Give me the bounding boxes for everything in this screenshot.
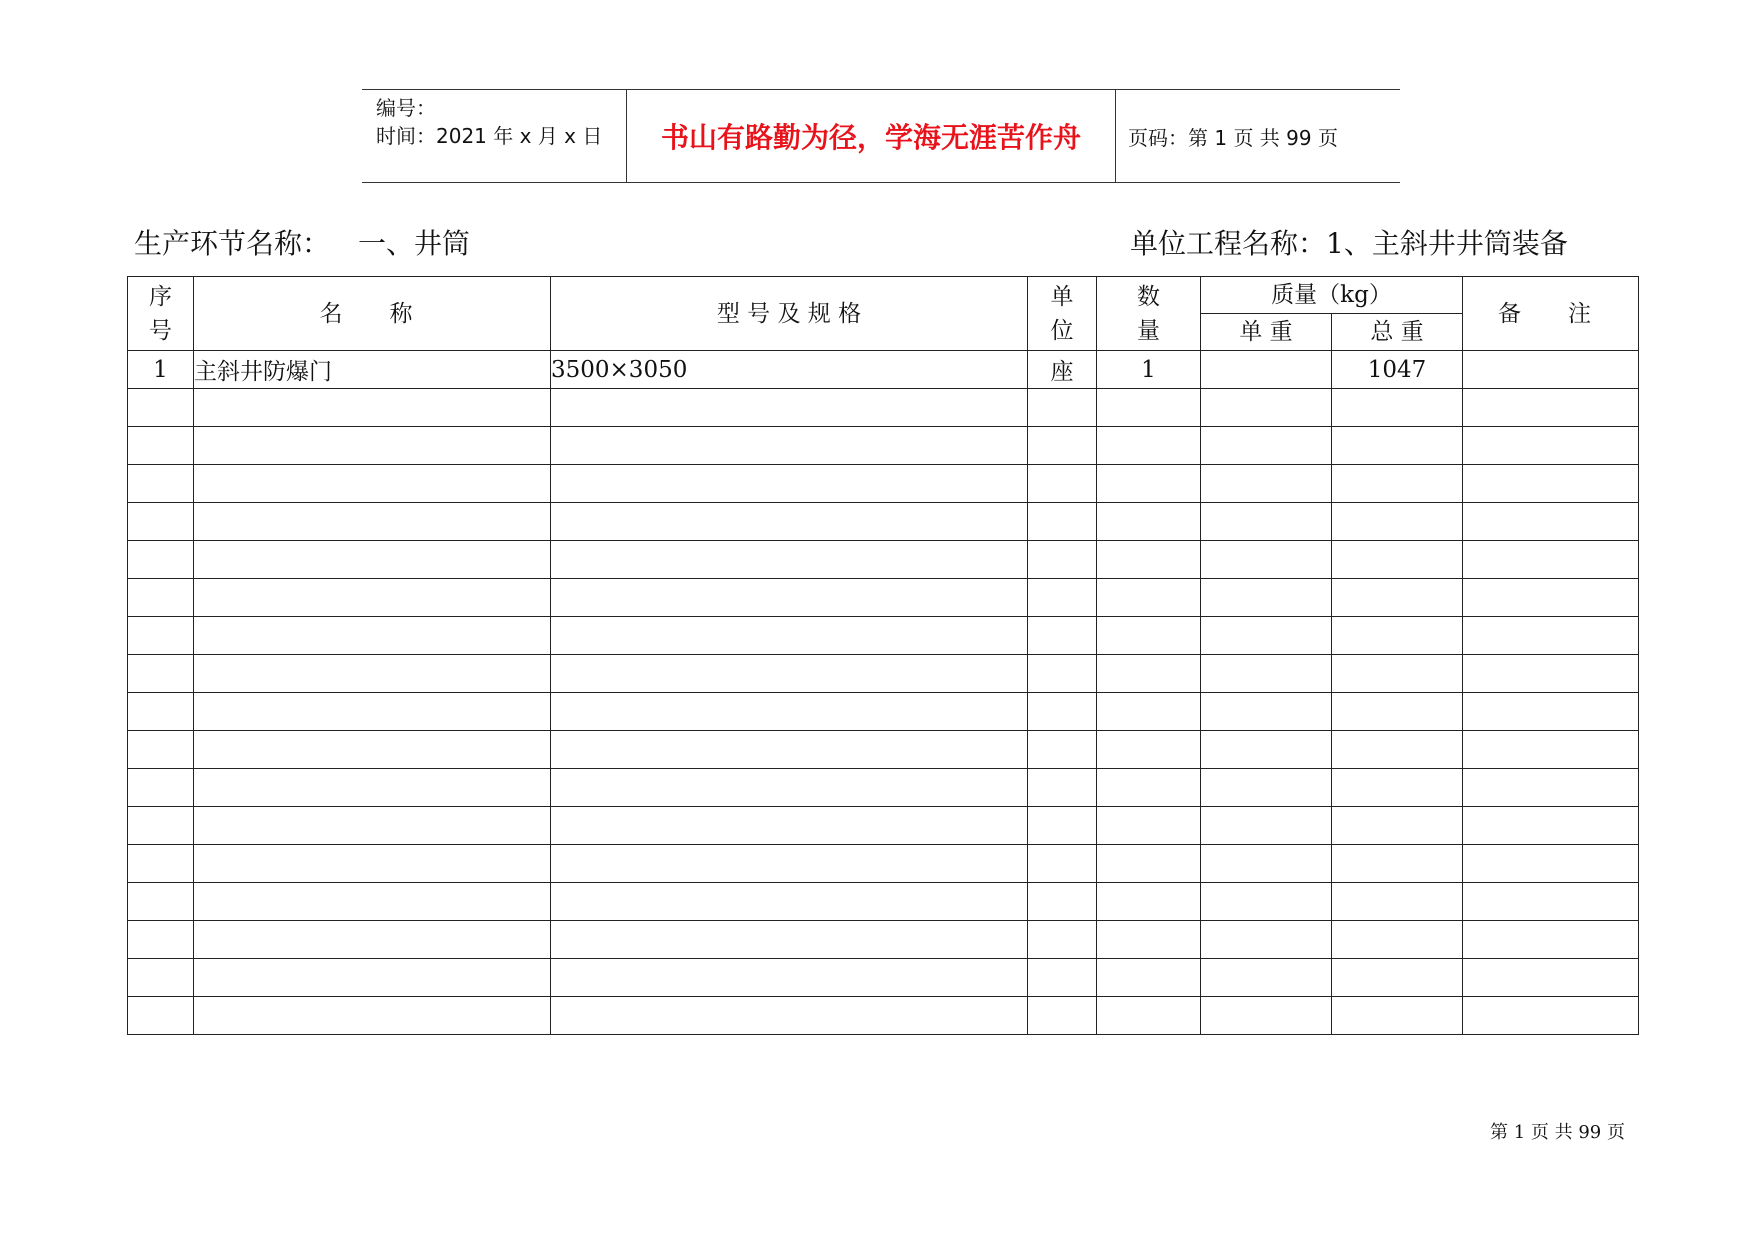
- cell-name: 主斜井防爆门: [194, 351, 551, 389]
- header-total-weight: 总 重: [1332, 314, 1463, 351]
- cell-unit-weight: [1201, 389, 1332, 427]
- cell-qty: [1097, 465, 1201, 503]
- page-footer: 第 1 页 共 99 页: [1490, 1122, 1625, 1143]
- cell-total-weight: [1332, 845, 1463, 883]
- cell-unit-weight: [1201, 655, 1332, 693]
- cell-remark: [1463, 655, 1639, 693]
- cell-spec: [551, 427, 1028, 465]
- cell-total-weight: [1332, 579, 1463, 617]
- cell-unit: [1028, 807, 1097, 845]
- cell-name: [194, 845, 551, 883]
- cell-qty: [1097, 731, 1201, 769]
- header-qty: [1097, 277, 1201, 351]
- cell-name: [194, 731, 551, 769]
- cell-remark: [1463, 883, 1639, 921]
- cell-total-weight: [1332, 389, 1463, 427]
- cell-qty: [1097, 655, 1201, 693]
- cell-remark: [1463, 997, 1639, 1035]
- cell-unit-weight: [1201, 883, 1332, 921]
- cell-name: [194, 693, 551, 731]
- cell-total-weight: [1332, 427, 1463, 465]
- header-seq-text: 序号: [149, 283, 172, 344]
- cell-remark: [1463, 579, 1639, 617]
- cell-remark: [1463, 427, 1639, 465]
- table-row: [128, 351, 1639, 389]
- cell-name: [194, 465, 551, 503]
- cell-total-weight: [1332, 883, 1463, 921]
- cell-remark: [1463, 693, 1639, 731]
- header-unit-weight: 单 重: [1201, 314, 1332, 351]
- production-value: 一、井筒: [358, 227, 471, 260]
- cell-unit-weight: [1201, 351, 1332, 389]
- cell-remark: [1463, 541, 1639, 579]
- cell-qty: [1097, 427, 1201, 465]
- cell-total-weight: 1047: [1332, 351, 1463, 389]
- document-time-label: 时间：2021 年 x 月 x 日: [376, 124, 603, 148]
- cell-qty: [1097, 769, 1201, 807]
- header-unit-text: 单位: [1050, 283, 1074, 344]
- cell-name: [194, 807, 551, 845]
- table-row: [128, 693, 1639, 731]
- cell-remark: [1463, 807, 1639, 845]
- header-motto: 书山有路勤为径，学海无涯苦作舟: [627, 90, 1116, 182]
- cell-qty: [1097, 883, 1201, 921]
- header-name: [194, 277, 551, 351]
- cell-seq: [128, 997, 194, 1035]
- document-number-label: 编号：: [376, 96, 436, 120]
- cell-spec: [551, 883, 1028, 921]
- cell-seq: [128, 579, 194, 617]
- unit-project-name: 单位工程名称：1、主斜井井筒装备: [1130, 227, 1568, 260]
- cell-name: [194, 997, 551, 1035]
- table-row: [128, 655, 1639, 693]
- cell-seq: [128, 503, 194, 541]
- cell-remark: [1463, 959, 1639, 997]
- cell-seq: [128, 389, 194, 427]
- header-seq: [128, 277, 194, 351]
- cell-unit: [1028, 921, 1097, 959]
- cell-spec: [551, 959, 1028, 997]
- cell-unit: [1028, 655, 1097, 693]
- cell-unit-weight: [1201, 959, 1332, 997]
- production-section: [134, 222, 470, 262]
- table-row: [128, 465, 1639, 503]
- cell-spec: [551, 997, 1028, 1035]
- cell-spec: [551, 807, 1028, 845]
- cell-unit-weight: [1201, 427, 1332, 465]
- cell-unit: [1028, 693, 1097, 731]
- cell-seq: [128, 769, 194, 807]
- table-row: [128, 959, 1639, 997]
- cell-unit: [1028, 503, 1097, 541]
- cell-seq: 1: [128, 351, 194, 389]
- header-spec-text: 型 号 及 规 格: [716, 300, 862, 327]
- table-row: [128, 389, 1639, 427]
- cell-unit: [1028, 959, 1097, 997]
- cell-unit: [1028, 541, 1097, 579]
- cell-spec: [551, 465, 1028, 503]
- header-unit: [1028, 277, 1097, 351]
- cell-seq: [128, 693, 194, 731]
- cell-qty: [1097, 921, 1201, 959]
- cell-total-weight: [1332, 465, 1463, 503]
- cell-spec: [551, 731, 1028, 769]
- cell-spec: [551, 503, 1028, 541]
- cell-unit: [1028, 883, 1097, 921]
- cell-unit-weight: [1201, 845, 1332, 883]
- cell-spec: [551, 617, 1028, 655]
- cell-seq: [128, 427, 194, 465]
- header-qty-text: 数量: [1137, 283, 1160, 344]
- table-row: [128, 541, 1639, 579]
- cell-unit: [1028, 465, 1097, 503]
- cell-unit: [1028, 769, 1097, 807]
- cell-name: [194, 541, 551, 579]
- cell-qty: [1097, 541, 1201, 579]
- cell-qty: [1097, 389, 1201, 427]
- cell-unit-weight: [1201, 617, 1332, 655]
- header-spec: [551, 277, 1028, 351]
- cell-qty: [1097, 997, 1201, 1035]
- cell-unit: [1028, 997, 1097, 1035]
- cell-unit: [1028, 731, 1097, 769]
- cell-name: [194, 503, 551, 541]
- cell-remark: [1463, 503, 1639, 541]
- cell-name: [194, 921, 551, 959]
- document-header: [362, 89, 1400, 183]
- cell-unit: [1028, 427, 1097, 465]
- production-label: 生产环节名称：: [134, 227, 331, 260]
- cell-name: [194, 579, 551, 617]
- cell-unit-weight: [1201, 579, 1332, 617]
- cell-seq: [128, 465, 194, 503]
- cell-unit: [1028, 617, 1097, 655]
- cell-total-weight: [1332, 655, 1463, 693]
- cell-total-weight: [1332, 959, 1463, 997]
- header-remark-text: 备 注: [1498, 300, 1604, 327]
- cell-total-weight: [1332, 921, 1463, 959]
- cell-unit: [1028, 845, 1097, 883]
- cell-spec: [551, 389, 1028, 427]
- header-mass-text: 质量（kg）: [1271, 282, 1392, 308]
- table-row: [128, 579, 1639, 617]
- cell-unit: [1028, 389, 1097, 427]
- cell-seq: [128, 541, 194, 579]
- table-row: [128, 503, 1639, 541]
- cell-spec: [551, 693, 1028, 731]
- cell-spec: [551, 921, 1028, 959]
- cell-qty: [1097, 579, 1201, 617]
- cell-unit-weight: [1201, 921, 1332, 959]
- cell-unit: 座: [1028, 351, 1097, 389]
- cell-total-weight: [1332, 503, 1463, 541]
- table-row: [128, 845, 1639, 883]
- cell-remark: [1463, 617, 1639, 655]
- cell-unit-weight: [1201, 693, 1332, 731]
- cell-unit-weight: [1201, 541, 1332, 579]
- cell-spec: 3500×3050: [551, 351, 1028, 389]
- header-remark: [1463, 277, 1639, 351]
- cell-total-weight: [1332, 731, 1463, 769]
- cell-seq: [128, 845, 194, 883]
- header-meta: [362, 90, 627, 182]
- table-row: [128, 731, 1639, 769]
- cell-remark: [1463, 921, 1639, 959]
- header-name-text: 名 称: [319, 300, 425, 327]
- cell-qty: [1097, 693, 1201, 731]
- cell-name: [194, 959, 551, 997]
- table-row: [128, 807, 1639, 845]
- cell-qty: [1097, 503, 1201, 541]
- cell-total-weight: [1332, 617, 1463, 655]
- cell-spec: [551, 655, 1028, 693]
- cell-seq: [128, 655, 194, 693]
- cell-seq: [128, 883, 194, 921]
- cell-name: [194, 655, 551, 693]
- cell-remark: [1463, 389, 1639, 427]
- table-row: [128, 883, 1639, 921]
- cell-name: [194, 883, 551, 921]
- cell-remark: [1463, 351, 1639, 389]
- cell-qty: 1: [1097, 351, 1201, 389]
- cell-spec: [551, 769, 1028, 807]
- table-row: [128, 997, 1639, 1035]
- cell-remark: [1463, 465, 1639, 503]
- cell-remark: [1463, 731, 1639, 769]
- cell-total-weight: [1332, 541, 1463, 579]
- cell-qty: [1097, 845, 1201, 883]
- table-header: [128, 277, 1639, 351]
- cell-remark: [1463, 845, 1639, 883]
- cell-total-weight: [1332, 997, 1463, 1035]
- table-row: [128, 921, 1639, 959]
- cell-qty: [1097, 959, 1201, 997]
- cell-qty: [1097, 617, 1201, 655]
- header-mass: [1201, 277, 1463, 314]
- cell-seq: [128, 807, 194, 845]
- cell-seq: [128, 617, 194, 655]
- cell-seq: [128, 959, 194, 997]
- header-page-label: 页码：第 1 页 共 99 页: [1128, 125, 1338, 150]
- cell-unit-weight: [1201, 731, 1332, 769]
- cell-name: [194, 617, 551, 655]
- table-row: [128, 427, 1639, 465]
- cell-unit-weight: [1201, 503, 1332, 541]
- cell-total-weight: [1332, 769, 1463, 807]
- cell-total-weight: [1332, 693, 1463, 731]
- table-row: [128, 617, 1639, 655]
- cell-seq: [128, 921, 194, 959]
- table-row: [128, 769, 1639, 807]
- cell-remark: [1463, 769, 1639, 807]
- cell-qty: [1097, 807, 1201, 845]
- cell-name: [194, 427, 551, 465]
- cell-unit-weight: [1201, 769, 1332, 807]
- cell-name: [194, 769, 551, 807]
- cell-seq: [128, 731, 194, 769]
- cell-unit: [1028, 579, 1097, 617]
- cell-total-weight: [1332, 807, 1463, 845]
- cell-spec: [551, 579, 1028, 617]
- cell-unit-weight: [1201, 807, 1332, 845]
- equipment-table: [127, 276, 1639, 1035]
- cell-name: [194, 389, 551, 427]
- cell-unit-weight: [1201, 465, 1332, 503]
- cell-spec: [551, 541, 1028, 579]
- cell-unit-weight: [1201, 997, 1332, 1035]
- table-body: [128, 351, 1639, 1035]
- cell-spec: [551, 845, 1028, 883]
